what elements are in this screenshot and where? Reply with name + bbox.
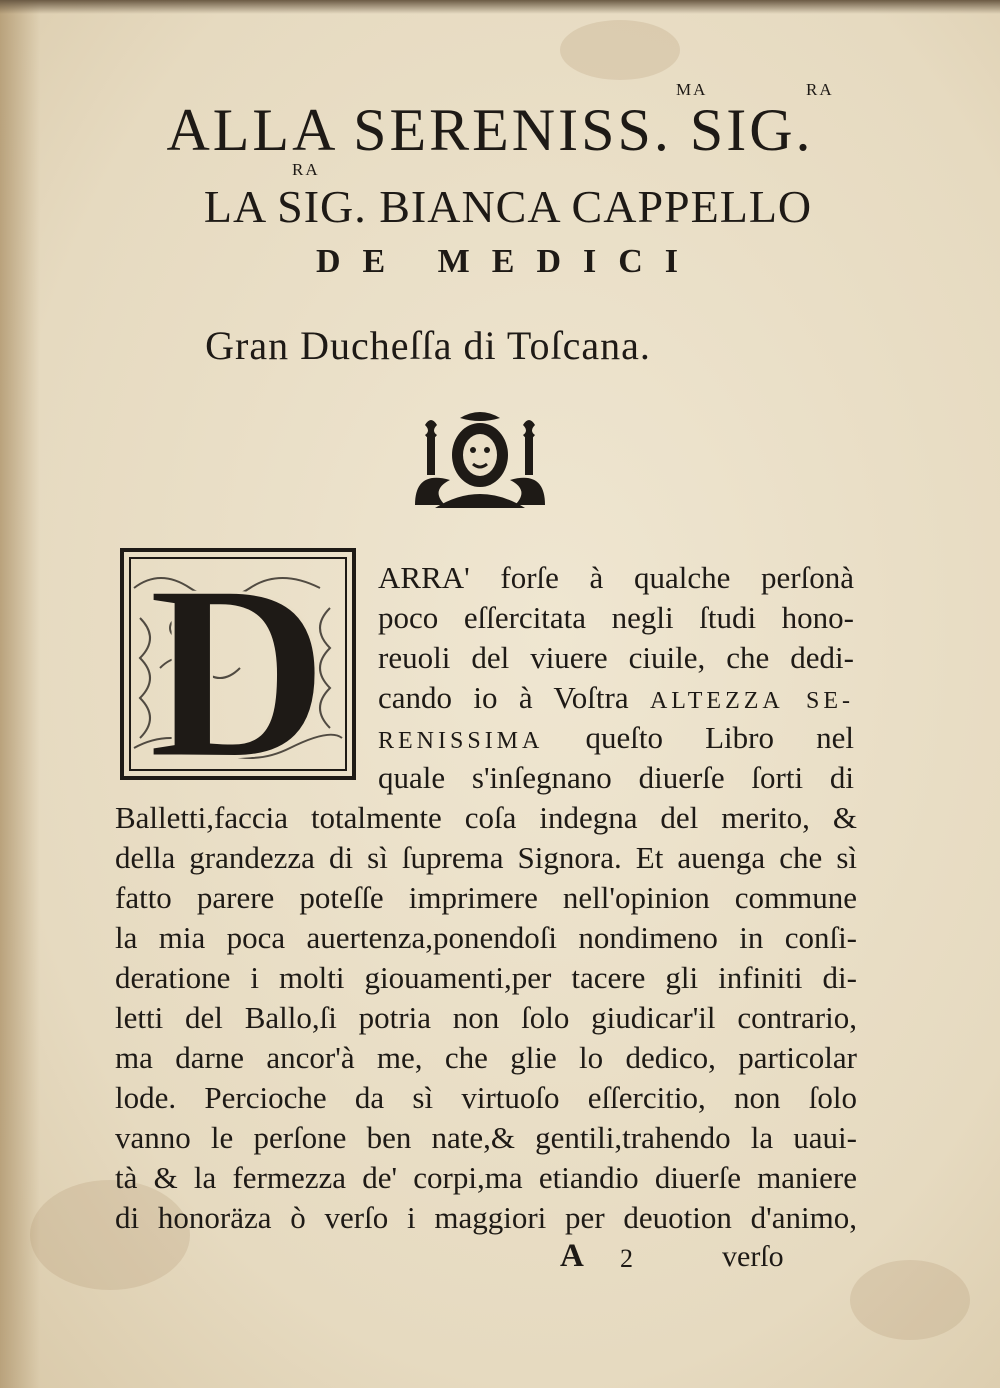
heading-line-4: Gran Ducheſſa di Toſcana. [205,323,651,368]
heading-line-1: ALLA SERENISS. SIG. [166,97,814,163]
text-line: la mia poca auertenza,ponendoſi nondimeno in conſi- [115,920,857,955]
text-line: deratione i molti giouamenti,per tacere gli infiniti di- [115,960,857,995]
text-line: quale s'inſegnano diuerſe ſorti di [378,760,854,795]
paper-stain [560,20,680,80]
initial-letter: D [147,548,329,780]
text-line: ma darne ancor'à me, che glie lo dedico, particolar [115,1040,857,1075]
small-caps-serenissima: RENISSIMA [378,728,544,754]
fleuron-ornament [405,410,555,510]
text-line: fatto parere poteſſe imprimere nell'opinion commune [115,880,857,915]
text-line: vanno le perſone ben nate,& gentili,trahendo la uaui- [115,1120,857,1155]
text-segment: cando io à Voſtra [378,680,629,715]
heading-line-3: DE MEDICI [315,243,701,280]
signature-number: 2 [620,1244,633,1273]
signature-mark: A [560,1238,584,1274]
text-line: della grandezza di sì ſuprema Signora. Et auenga che sì [115,840,857,875]
text-line-with-small-caps [378,678,854,721]
heading-superscript-ma: MA [676,80,708,99]
text-line: tà & la fermezza de' corpi,ma etiandio diuerſe maniere [115,1160,857,1195]
page-top-shadow [0,0,1000,14]
text-line: Balletti,faccia totalmente coſa indegna del merito, & [115,800,857,835]
text-segment: queſto Libro nel [585,720,854,755]
paper-stain [850,1260,970,1340]
text-line: reuoli del viuere ciuile, che dedi- [378,640,854,675]
small-caps-altezza: ALTEZZA SE- [649,688,855,714]
heading-superscript-ra-2: RA [292,160,320,179]
text-line: di honoräza ò verſo i maggiori per deuotion d'animo, [115,1200,857,1235]
heading-superscript-ra: RA [806,80,834,99]
text-line: letti del Ballo,ſi potria non ſolo giudicar'il contrario, [115,1000,857,1035]
text-line: lode. Percioche da sì virtuoſo eſſercitio, non ſolo [115,1080,857,1115]
text-line: ARRA' forſe à qualche perſonà [378,560,854,595]
decorated-initial-d [120,548,356,780]
text-line-with-small-caps [378,718,854,761]
text-line: poco eſſercitata negli ſtudi hono- [378,600,854,635]
catchword: verſo [722,1240,784,1273]
heading-line-2: LA SIG. BIANCA CAPPELLO [203,181,813,232]
